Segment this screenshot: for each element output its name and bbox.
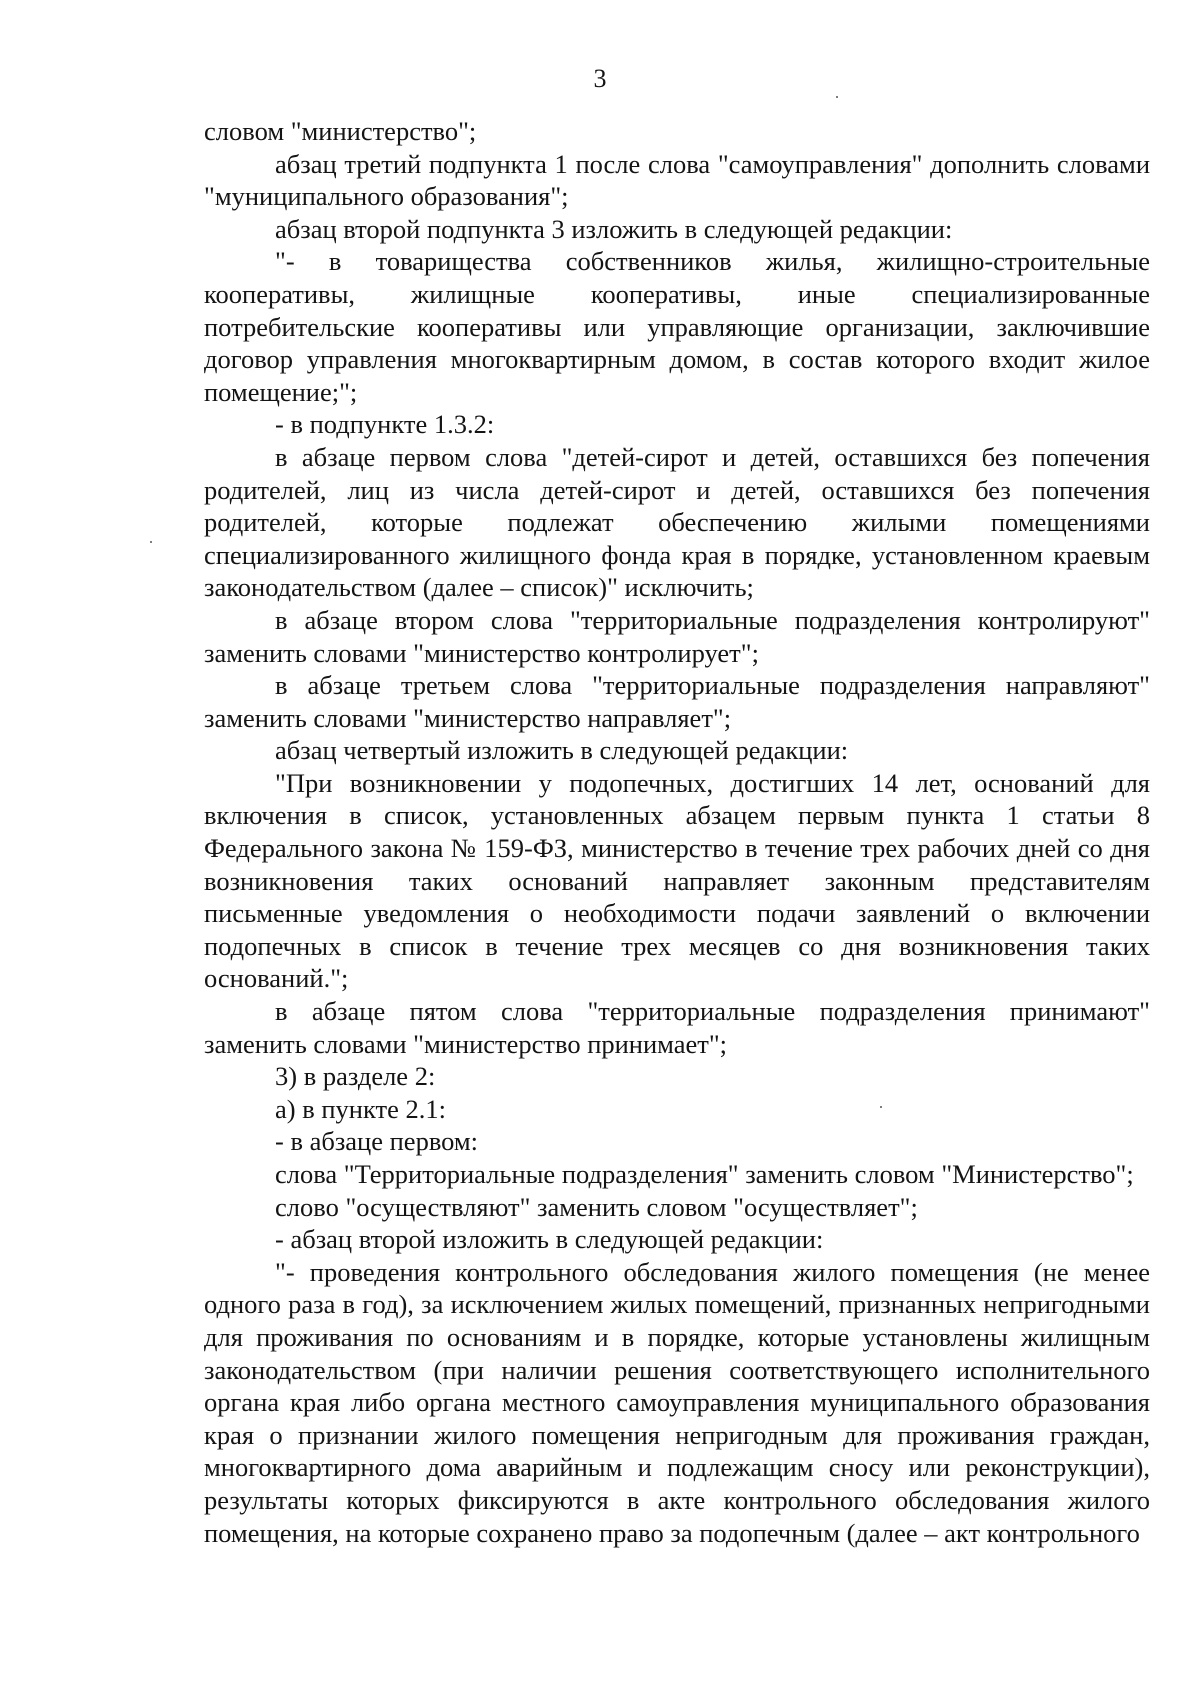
paragraph-3: абзац второй подпункта 3 изложить в следующей редакции: [275, 213, 953, 244]
paragraph-11: в абзаце пятом слова "территориальные подразделения принимают" заменить словами "министерство принимает"; [204, 996, 1150, 1059]
page-number: 3 [593, 64, 607, 93]
paragraph-12: 3) в разделе 2: [275, 1061, 436, 1092]
scan-speck [880, 1106, 882, 1108]
paragraph-18: "- проведения контрольного обследования жилого помещения (не менее одного раза в год), за исключением жилых помещений, признанных непригодными для проживания по основаниям и в порядке, которые установлены жилищным законодательством (при наличии решения соответствующего исполнительного органа края либо органа местного самоуправления муниципального образования края о признании жилого помещения непригодным для проживания граждан, многоквартирного дома аварийным и подлежащим сносу или реконструкции), результаты которых фиксируются в акте контрольного обследования жилого помещения, на которые сохранено право за подопечным (далее – акт контрольного [204, 1256, 1150, 1548]
paragraph-2: абзац третий подпункта 1 после слова "самоуправления" дополнить словами "муниципального образования"; [204, 148, 1150, 212]
paragraph-1: словом "министерство"; [204, 116, 477, 146]
document-body [204, 115, 1150, 1549]
paragraph-8: в абзаце третьем слова "территориальные подразделения направляют" заменить словами "министерство направляет"; [204, 670, 1150, 733]
scan-speck [836, 96, 838, 98]
paragraph-9: абзац четвертый изложить в следующей редакции: [275, 735, 849, 766]
paragraph-6: в абзаце первом слова "детей-сирот и детей, оставшихся без попечения родителей, лиц из числа детей-сирот и детей, оставшихся без попечения родителей, которые подлежат обеспечению жилыми помещениями специализированного жилищного фонда края в порядке, установленном краевым законодательством (далее – список)" исключить; [204, 441, 1150, 603]
paragraph-5: - в подпункте 1.3.2: [275, 409, 495, 440]
paragraph-7: в абзаце втором слова "территориальные подразделения контролируют" заменить словами "министерство контролирует"; [204, 604, 1150, 668]
scan-speck [150, 541, 152, 543]
paragraph-14: - в абзаце первом: [275, 1126, 479, 1157]
paragraph-17: - абзац второй изложить в следующей редакции: [275, 1224, 824, 1255]
paragraph-16: слово "осуществляют" заменить словом "осуществляет"; [275, 1191, 918, 1222]
paragraph-13: а) в пункте 2.1: [275, 1093, 446, 1124]
paragraph-10: "При возникновении у подопечных, достигших 14 лет, оснований для включения в список, установленных абзацем первым пункта 1 статьи 8 Федерального закона № 159-ФЗ, министерство в течение трех рабочих дней со дня возникновения таких оснований направляет законным представителям письменные уведомления о необходимости подачи заявлений о включении подопечных в список в течение трех месяцев со дня возникновения таких оснований."; [204, 767, 1150, 994]
paragraph-4: "- в товарищества собственников жилья, жилищно-строительные кооперативы, жилищные кооперативы, иные специализированные потребительские кооперативы или управляющие организации, заключившие договор управления многоквартирным домом, в состав которого входит жилое помещение;"; [204, 246, 1150, 407]
paragraph-15: слова "Территориальные подразделения" заменить словом "Министерство"; [275, 1159, 1134, 1189]
